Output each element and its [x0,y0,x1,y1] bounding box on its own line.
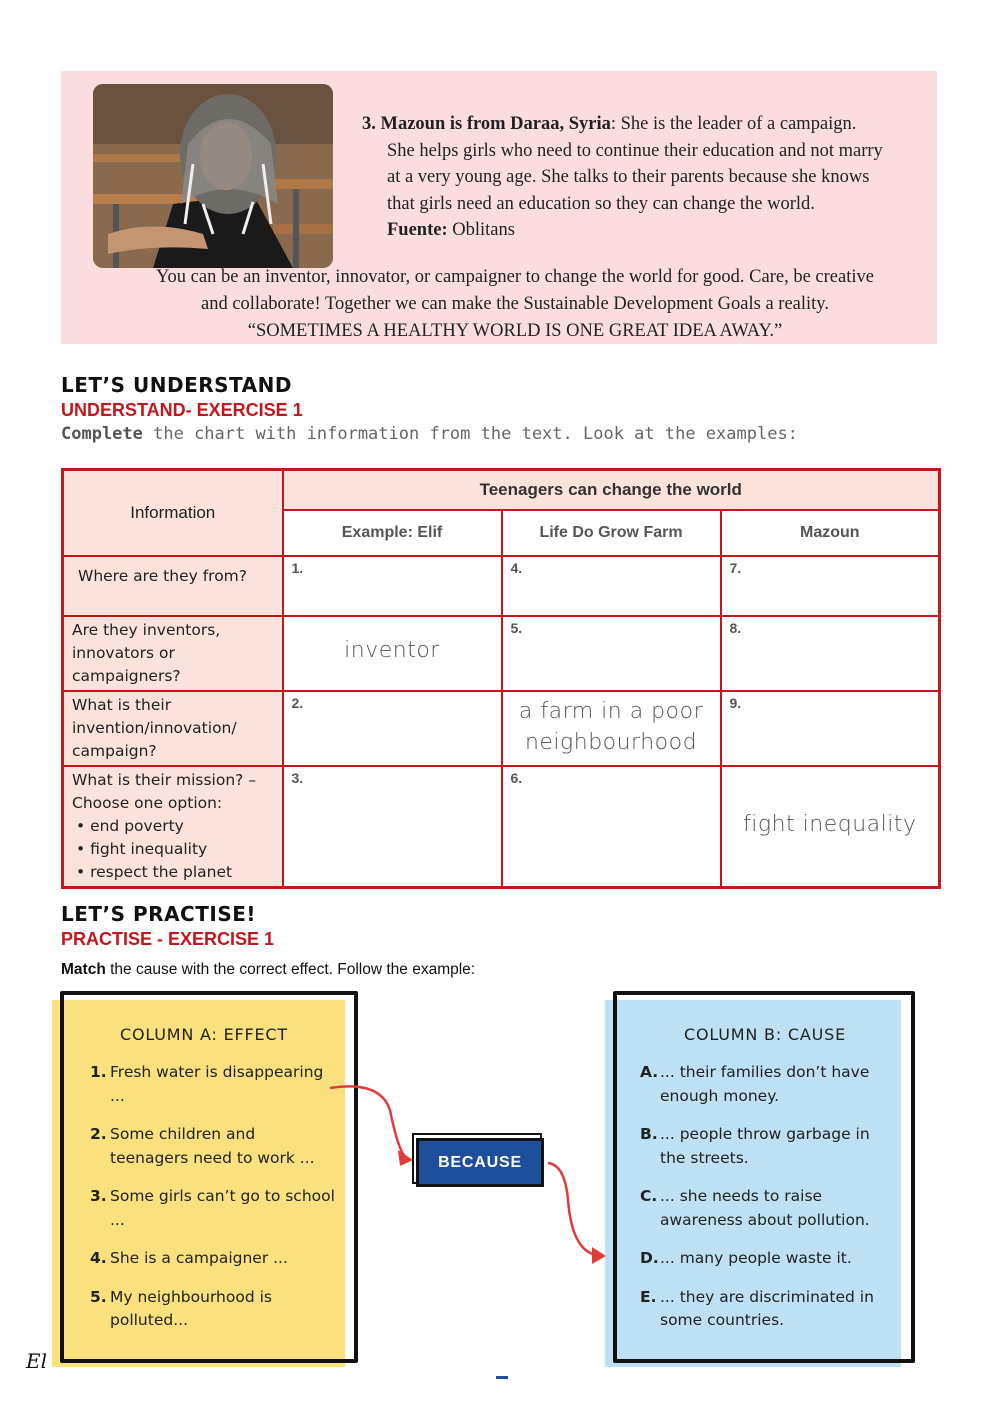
item-text: ... they are discriminated in some countries. [660,1287,874,1329]
story-line2: She helps girls who need to continue their education and not marry [387,140,883,161]
answer-cell-5[interactable] [502,616,721,691]
item-text: Fresh water is disappearing ... [110,1063,324,1105]
example-prefix: Example: [341,524,418,541]
item-text: ... people throw garbage in the streets. [660,1125,870,1167]
practise-subheading: PRACTISE - EXERCISE 1 [61,929,275,949]
handwritten-answer-line1: a farm in a poor [518,699,704,724]
main-header: Teenagers can change the world [283,470,940,511]
item-key: 1. [90,1063,107,1081]
item-text: ... she needs to raise awareness about pollution. [660,1187,870,1229]
col-header-mazoun [721,510,940,556]
elif-label: Elif [417,524,443,541]
item-key: D. [640,1249,659,1267]
match-bold: Match [61,961,106,978]
col-header-elif [283,510,502,556]
item-text: She is a campaigner ... [110,1249,288,1267]
story-line3: at a very young age. She talks to their parents because she knows [387,167,870,187]
instruction-bold: Complete [61,424,143,444]
answer-cell-4[interactable] [502,556,721,616]
item-key: 2. [90,1125,107,1143]
item-key: 4. [90,1249,107,1267]
understand-subheading: UNDERSTAND- EXERCISE 1 [61,400,303,420]
mazoun-label: Mazoun [799,524,860,541]
cause-item-b[interactable] [640,1123,895,1170]
column-a-title: COLUMN A: EFFECT [120,1025,288,1044]
example-cell-mazoun-mission [721,766,940,888]
story-number: 3. [362,114,376,134]
cause-item-a[interactable] [640,1061,895,1108]
cell-number: 7. [729,560,742,576]
item-key: E. [640,1287,657,1306]
answer-cell-8[interactable] [721,616,940,691]
column-b-list [640,1061,895,1348]
cell-number: 2. [291,695,304,711]
cause-item-c[interactable] [640,1185,895,1232]
item-text: ... many people waste it. [660,1249,852,1267]
cell-number: 4. [510,560,523,576]
handwritten-answer-line2: neighbourhood [524,730,698,755]
row-label-invention: What is their invention/innovation/ campaign? [63,691,283,766]
item-key: 5. [90,1287,107,1306]
farm-label: Life Do Grow Farm [539,524,683,541]
example-cell-farm-invention [502,691,721,766]
source-label: Fuente: [387,220,448,240]
mission-option-planet: • respect the planet [76,863,233,881]
closing-line2: and collaborate! Together we can make the Sustainable Development Goals a reality. [201,294,829,314]
item-key: 3. [90,1187,107,1205]
item-text: ... their families don’t have enough money. [660,1063,870,1105]
understand-heading: LET’S UNDERSTAND [61,373,292,397]
mission-option-inequality: • fight inequality [76,840,208,858]
closing-line1: You can be an inventor, innovator, or campaigner to change the world for good. Care, be creative [156,267,874,287]
item-key: C. [640,1187,658,1205]
item-text: Some girls can’t go to school ... [110,1187,335,1229]
answer-cell-2[interactable] [283,691,502,766]
effect-item-3[interactable] [90,1185,335,1232]
item-text: My neighbourhood is polluted... [110,1287,272,1329]
match-rest: the cause with the correct effect. Follow the example: [105,961,476,978]
col-header-farm [502,510,721,556]
closing-quote: “SOMETIMES A HEALTHY WORLD IS ONE GREAT IDEA AWAY.” [247,321,783,341]
story-line4: that girls need an education so they can change the world. [387,193,815,214]
handwritten-answer: inventor [344,638,440,663]
answer-cell-7[interactable] [721,556,940,616]
story-name-place: Mazoun is from Daraa, Syria [380,114,611,134]
column-b-title: COLUMN B: CAUSE [684,1025,846,1044]
mission-question: What is their mission? – Choose one option: [72,771,257,812]
teenagers-chart [61,468,941,889]
understand-instruction [61,424,798,444]
mission-option-poverty: • end poverty [76,817,184,835]
practise-instruction [61,961,475,979]
example-cell-elif-type [283,616,502,691]
answer-cell-6[interactable] [502,766,721,888]
item-key: A. [640,1063,659,1081]
row-label-type: Are they inventors, innovators or campaigners? [63,616,283,691]
cell-number: 6. [510,770,523,786]
instruction-rest: the chart with information from the text. Look at the examples: [142,424,798,444]
footer-mark: El [26,1349,47,1373]
mazoun-story [362,111,932,244]
effect-item-2[interactable] [90,1123,335,1170]
closing-text [100,264,930,345]
cell-number: 1. [291,560,304,576]
column-a-list [90,1061,335,1348]
because-label: BECAUSE [416,1138,544,1187]
practise-heading: LET’S PRACTISE! [61,902,256,926]
cause-item-d[interactable] [640,1247,895,1271]
handwritten-answer: fight inequality [743,812,917,837]
answer-cell-1[interactable] [283,556,502,616]
arrowhead-because [398,1150,413,1166]
cell-number: 9. [729,695,742,711]
mazoun-photo [93,84,333,268]
row-label-from-text: Where are they from? [78,567,248,585]
answer-cell-9[interactable] [721,691,940,766]
row-label-from [63,556,283,616]
source-value: Oblitans [447,220,515,240]
info-header: Information [63,470,283,557]
story-line1: : She is the leader of a campaign. [610,114,857,134]
arrowhead-cause [592,1247,606,1264]
cell-number: 3. [291,770,304,786]
item-key: B. [640,1125,658,1143]
cause-item-e[interactable] [640,1286,895,1333]
effect-item-1[interactable] [90,1061,335,1108]
effect-item-4[interactable] [90,1247,335,1271]
cell-number: 8. [729,620,742,636]
arrow-to-cause [548,1163,596,1255]
effect-item-5[interactable] [90,1286,335,1333]
page-mark [496,1376,508,1379]
cell-number: 5. [510,620,523,636]
row-label-mission [63,766,283,888]
item-text: Some children and teenagers need to work ... [110,1125,315,1167]
answer-cell-3[interactable] [283,766,502,888]
